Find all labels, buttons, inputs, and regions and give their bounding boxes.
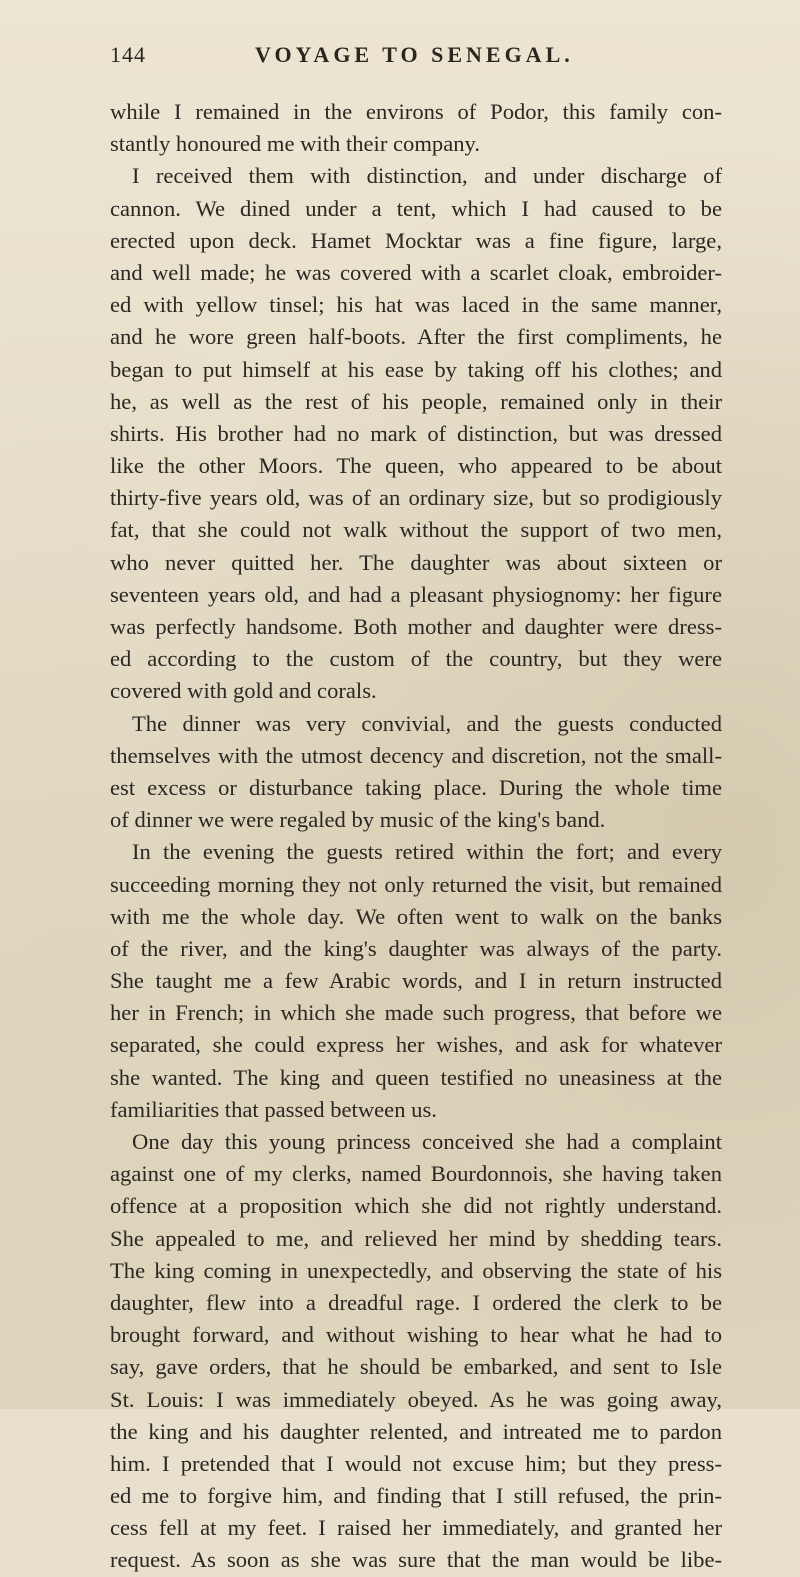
text-line: themselves with the utmost decency and discretion, not the small- xyxy=(110,742,722,768)
text-line: fat, that she could not walk without the support of two men, xyxy=(110,517,722,543)
text-line: say, gave orders, that he should be embarked, and sent to Isle xyxy=(110,1354,722,1380)
text-line: In the evening the guests retired within the fort; and every xyxy=(132,839,722,865)
text-line: of the river, and the king's daughter was always of the party. xyxy=(110,935,722,961)
text-line: familiarities that passed between us. xyxy=(110,1096,437,1122)
page-header xyxy=(110,42,710,82)
text-line: ed according to the custom of the country, but they were xyxy=(110,646,722,672)
running-head: VOYAGE TO SENEGAL. xyxy=(255,42,574,67)
text-line: daughter, flew into a dreadful rage. I ordered the clerk to be xyxy=(110,1289,722,1315)
text-line: while I remained in the environs of Podor, this family con- xyxy=(110,99,722,124)
text-line: The king coming in unexpectedly, and observing the state of his xyxy=(110,1257,722,1283)
text-line: The dinner was very convivial, and the guests conducted xyxy=(132,710,722,736)
text-line: brought forward, and without wishing to hear what he had to xyxy=(110,1322,722,1348)
text-line: of dinner we were regaled by music of the king's band. xyxy=(110,807,606,833)
text-line: She taught me a few Arabic words, and I in return instructed xyxy=(110,968,722,994)
text-line: thirty-five years old, was of an ordinary size, but so prodigiously xyxy=(110,485,722,511)
text-line: erected upon deck. Hamet Mocktar was a fine figure, large, xyxy=(110,227,722,253)
text-line: She appealed to me, and relieved her mind by shedding tears. xyxy=(110,1225,722,1251)
text-line: with me the whole day. We often went to walk on the banks xyxy=(110,903,722,929)
text-line: St. Louis: I was immediately obeyed. As he was going away, xyxy=(110,1386,722,1412)
text-line: began to put himself at his ease by taking off his clothes; and xyxy=(110,356,722,382)
page-number: 144 xyxy=(110,42,146,67)
text-line: was perfectly handsome. Both mother and daughter were dress- xyxy=(110,614,722,639)
text-line: stantly honoured me with their company. xyxy=(110,131,480,157)
text-line: against one of my clerks, named Bourdonnois, she having taken xyxy=(110,1161,722,1187)
text-line: and he wore green half-boots. After the first compliments, he xyxy=(110,324,722,350)
text-line: and well made; he was covered with a scarlet cloak, embroider- xyxy=(110,259,722,285)
text-line: she wanted. The king and queen testified no uneasiness at the xyxy=(110,1064,722,1090)
text-line: like the other Moors. The queen, who appeared to be about xyxy=(110,453,722,479)
text-line: separated, she could express her wishes, and ask for whatever xyxy=(110,1032,722,1058)
text-line: the king and his daughter relented, and intreated me to pardon xyxy=(110,1418,722,1444)
text-line: he, as well as the rest of his people, remained only in their xyxy=(110,388,722,414)
text-line: offence at a proposition which she did not rightly understand. xyxy=(110,1193,722,1219)
text-line: who never quitted her. The daughter was about sixteen or xyxy=(110,549,722,575)
text-line: request. As soon as she was sure that the man would be libe- xyxy=(110,1547,722,1573)
text-line: cannon. We dined under a tent, which I had caused to be xyxy=(110,195,722,221)
text-line: shirts. His brother had no mark of distinction, but was dressed xyxy=(110,420,722,446)
text-line: seventeen years old, and had a pleasant physiognomy: her figure xyxy=(110,581,722,607)
text-line: I received them with distinction, and under discharge of xyxy=(132,163,722,189)
text-line: est excess or disturbance taking place. During the whole time xyxy=(110,774,722,800)
body-text xyxy=(110,96,722,1577)
text-line: ed with yellow tinsel; his hat was laced in the same manner, xyxy=(110,292,722,318)
text-line: ed me to forgive him, and finding that I still refused, the prin- xyxy=(110,1483,722,1509)
text-line: One day this young princess conceived she had a complaint xyxy=(132,1129,722,1154)
text-line: her in French; in which she made such progress, that before we xyxy=(110,1000,722,1026)
text-line: him. I pretended that I would not excuse him; but they press- xyxy=(110,1450,722,1476)
text-line: covered with gold and corals. xyxy=(110,678,377,704)
text-line: succeeding morning they not only returned the visit, but remained xyxy=(110,871,722,897)
text-line: cess fell at my feet. I raised her immediately, and granted her xyxy=(110,1515,722,1541)
